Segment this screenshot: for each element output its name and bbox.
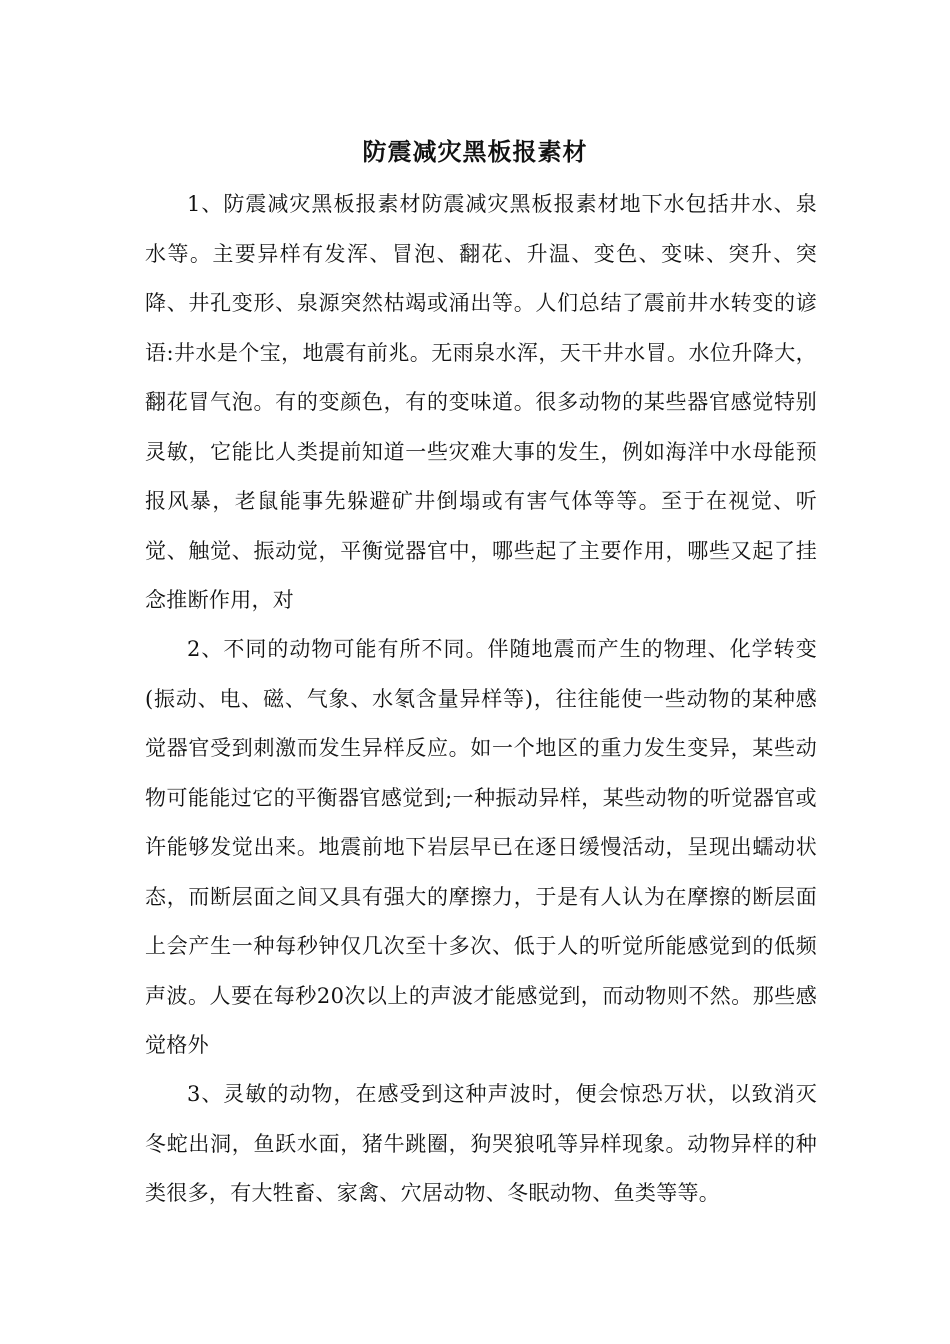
paragraph-1: 1、防震减灾黑板报素材防震减灾黑板报素材地下水包括井水、泉水等。主要异样有发浑、冒泡、翻花、升温、变色、变味、突升、突降、井孔变形、泉源突然枯竭或涌出等。人们总结了震前井水转变的谚语:井水是个宝，地震有前兆。无雨泉水浑，天干井水冒。水位升降大，翻花冒气泡。有的变颜色，有的变味道。很多动物的某些器官感觉特别灵敏，它能比人类提前知道一些灾难大事的发生，例如海洋中水母能预报风暴，老鼠能事先躲避矿井倒塌或有害气体等等。至于在视觉、听觉、触觉、振动觉，平衡觉器官中，哪些起了主要作用，哪些又起了挂念推断作用，对 (145, 192, 817, 612)
paragraph-3: 3、灵敏的动物，在感受到这种声波时，便会惊恐万状，以致消灭冬蛇出洞，鱼跃水面，猪牛跳圈，狗哭狼吼等异样现象。动物异样的种类很多，有大牲畜、家禽、穴居动物、冬眠动物、鱼类等等。 (145, 1082, 817, 1205)
paragraph-2: 2、不同的动物可能有所不同。伴随地震而产生的物理、化学转变(振动、电、磁、气象、水氡含量异样等)，往往能使一些动物的某种感觉器官受到刺激而发生异样反应。如一个地区的重力发生变异，某些动物可能能过它的平衡器官感觉到;一种振动异样，某些动物的听觉器官或许能够发觉出来。地震前地下岩层早已在逐日缓慢活动，呈现出蠕动状态，而断层面之间又具有强大的摩擦力，于是有人认为在摩擦的断层面上会产生一种每秒钟仅几次至十多次、低于人的听觉所能感觉到的低频声波。人要在每秒20次以上的声波才能感觉到，而动物则不然。那些感觉格外 (145, 637, 817, 1057)
document-title: 防震减灾黑板报素材 (362, 137, 588, 166)
